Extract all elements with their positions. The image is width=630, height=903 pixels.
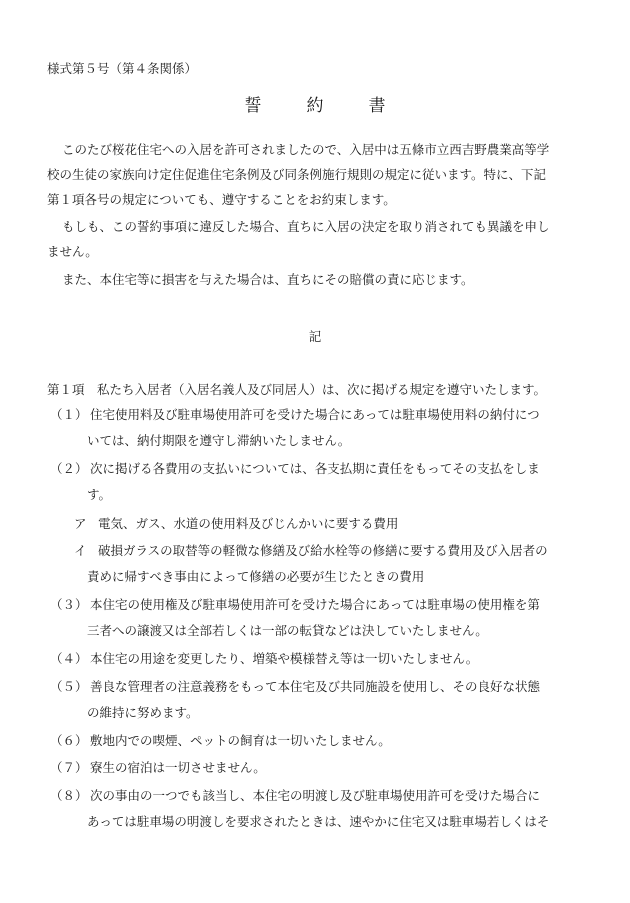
item-3-line-2: 三者への譲渡又は全部若しくは一部の転貸などは決していたしません。 bbox=[87, 623, 488, 638]
para2-line-1: もしも、この誓約事項に違反した場合、直ちに入居の決定を取り消されても異議を申し bbox=[62, 219, 550, 234]
form-number: 様式第５号（第４条関係） bbox=[47, 61, 198, 76]
item-3 bbox=[50, 596, 540, 614]
item-4-number: （４） bbox=[50, 651, 88, 666]
item-4 bbox=[50, 650, 478, 668]
item-8 bbox=[50, 787, 540, 805]
subitem-i-line-1: 破損ガラスの取替等の軽微な修繕及び給水栓等の修繕に要する費用及び入居者の bbox=[98, 543, 548, 558]
item-6 bbox=[50, 732, 391, 750]
item-2-line-2: す。 bbox=[87, 487, 112, 502]
item-6-line-1: 敷地内での喫煙、ペットの飼育は一切いたしません。 bbox=[90, 733, 391, 748]
ki-heading: 記 bbox=[308, 329, 322, 344]
item-6-number: （６） bbox=[50, 733, 88, 748]
item-7-number: （７） bbox=[50, 760, 88, 775]
item-7-line-1: 寮生の宿泊は一切させません。 bbox=[90, 760, 266, 775]
item-1 bbox=[50, 406, 540, 424]
intro-line-2: 校の生徒の家族向け定住促進住宅条例及び同条例施行規則の規定に従います。特に、下記 bbox=[47, 167, 547, 182]
item-1-line-1: 住宅使用料及び駐車場使用許可を受けた場合にあっては駐車場使用料の納付につ bbox=[90, 407, 540, 422]
item-2-number: （２） bbox=[50, 461, 88, 476]
item-2-line-1: 次に掲げる各費用の支払いについては、各支払期に責任をもってその支払をしま bbox=[90, 461, 540, 476]
intro-line-3: 第１項各号の規定についても、遵守することをお約束します。 bbox=[47, 192, 396, 207]
item-5 bbox=[50, 678, 540, 696]
item-8-number: （８） bbox=[50, 788, 88, 803]
item-7 bbox=[50, 759, 266, 777]
item-3-number: （３） bbox=[50, 597, 88, 612]
item-8-line-1: 次の事由の一つでも該当し、本住宅の明渡し及び駐車場使用許可を受けた場合に bbox=[90, 788, 541, 803]
subitem-a bbox=[74, 515, 398, 533]
item-5-line-2: の維持に努めます。 bbox=[87, 705, 199, 720]
subitem-i bbox=[74, 542, 548, 560]
item-2 bbox=[50, 460, 540, 478]
item-8-line-2: あっては駐車場の明渡しを要求されたときは、速やかに住宅又は駐車場若しくはそ bbox=[87, 814, 550, 829]
item-3-line-1: 本住宅の使用権及び駐車場使用許可を受けた場合にあっては駐車場の使用権を第 bbox=[90, 597, 540, 612]
section1-heading: 第１項 私たち入居者（入居名義人及び同居人）は、次に掲げる規定を遵守いたします。 bbox=[47, 382, 547, 397]
para3-line-1: また、本住宅等に損害を与えた場合は、直ちにその賠償の責に応じます。 bbox=[62, 272, 474, 287]
document-title: 誓 約 書 bbox=[244, 96, 400, 116]
subitem-a-label: ア bbox=[74, 516, 87, 531]
para2-line-2: ません。 bbox=[47, 244, 98, 259]
item-1-number: （１） bbox=[50, 407, 88, 422]
subitem-a-line-1: 電気、ガス、水道の使用料及びじんかいに要する費用 bbox=[98, 516, 399, 531]
intro-line-1: このたび桜花住宅への入居を許可されましたので、入居中は五條市立西吉野農業高等学 bbox=[62, 142, 550, 157]
subitem-i-label: イ bbox=[74, 543, 87, 558]
item-5-line-1: 善良な管理者の注意義務をもって本住宅及び共同施設を使用し、その良好な状態 bbox=[90, 679, 541, 694]
item-5-number: （５） bbox=[50, 679, 88, 694]
item-4-line-1: 本住宅の用途を変更したり、増築や模様替え等は一切いたしません。 bbox=[90, 651, 479, 666]
subitem-i-line-2: 責めに帰すべき事由によって修繕の必要が生じたときの費用 bbox=[87, 569, 425, 584]
item-1-line-2: いては、納付期限を遵守し滞納いたしません。 bbox=[87, 433, 351, 448]
